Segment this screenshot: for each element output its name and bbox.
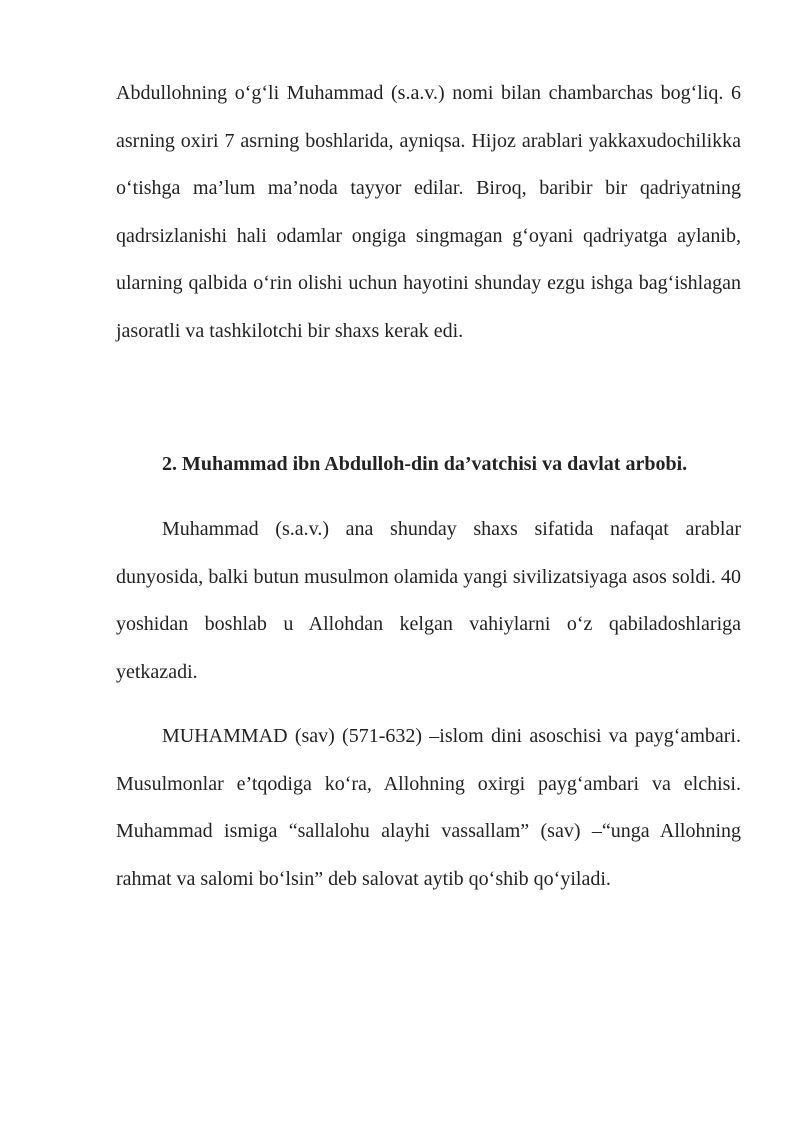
paragraph-intro: Abdullohning o‘g‘li Muhammad (s.a.v.) nomi bilan chambarchas bog‘liq. 6 asrning oxiri 7 asrning boshlarida, ayniqsa. Hijoz arablari yakkaxudochilikka o‘tishga ma’lum ma’noda tayyor edilar. Biroq, baribir bir qadriyatning qadrsizlanishi hali odamlar ongiga singmagan g‘oyani qadriyatga aylanib, ularning qalbida o‘rin olishi uchun hayotini shunday ezgu ishga bag‘ishlagan jasoratli va tashkilotchi bir shaxs kerak edi. bbox=[116, 82, 741, 342]
section-heading: 2. Muhammad ibn Abdulloh-din da’vatchisi va davlat arbobi. bbox=[162, 453, 688, 475]
paragraph-muhammad-biography: MUHAMMAD (sav) (571-632) –islom dini asoschisi va payg‘ambari. Musulmonlar e’tqodiga ko‘ra, Allohning oxirgi payg‘ambari va elchisi. Muhammad ismiga “sallalohu alayhi vassallam” (sav) –“unga Allohning rahmat va salomi bo‘lsin” deb salovat aytib qo‘shib qo‘yiladi. bbox=[116, 725, 741, 890]
paragraph-muhammad-civilization: Muhammad (s.a.v.) ana shunday shaxs sifatida nafaqat arablar dunyosida, balki butun musulmon olamida yangi sivilizatsiyaga asos soldi. 40 yoshidan boshlab u Allohdan kelgan vahiylarni o‘z qabiladoshlariga yetkazadi. bbox=[116, 518, 741, 683]
